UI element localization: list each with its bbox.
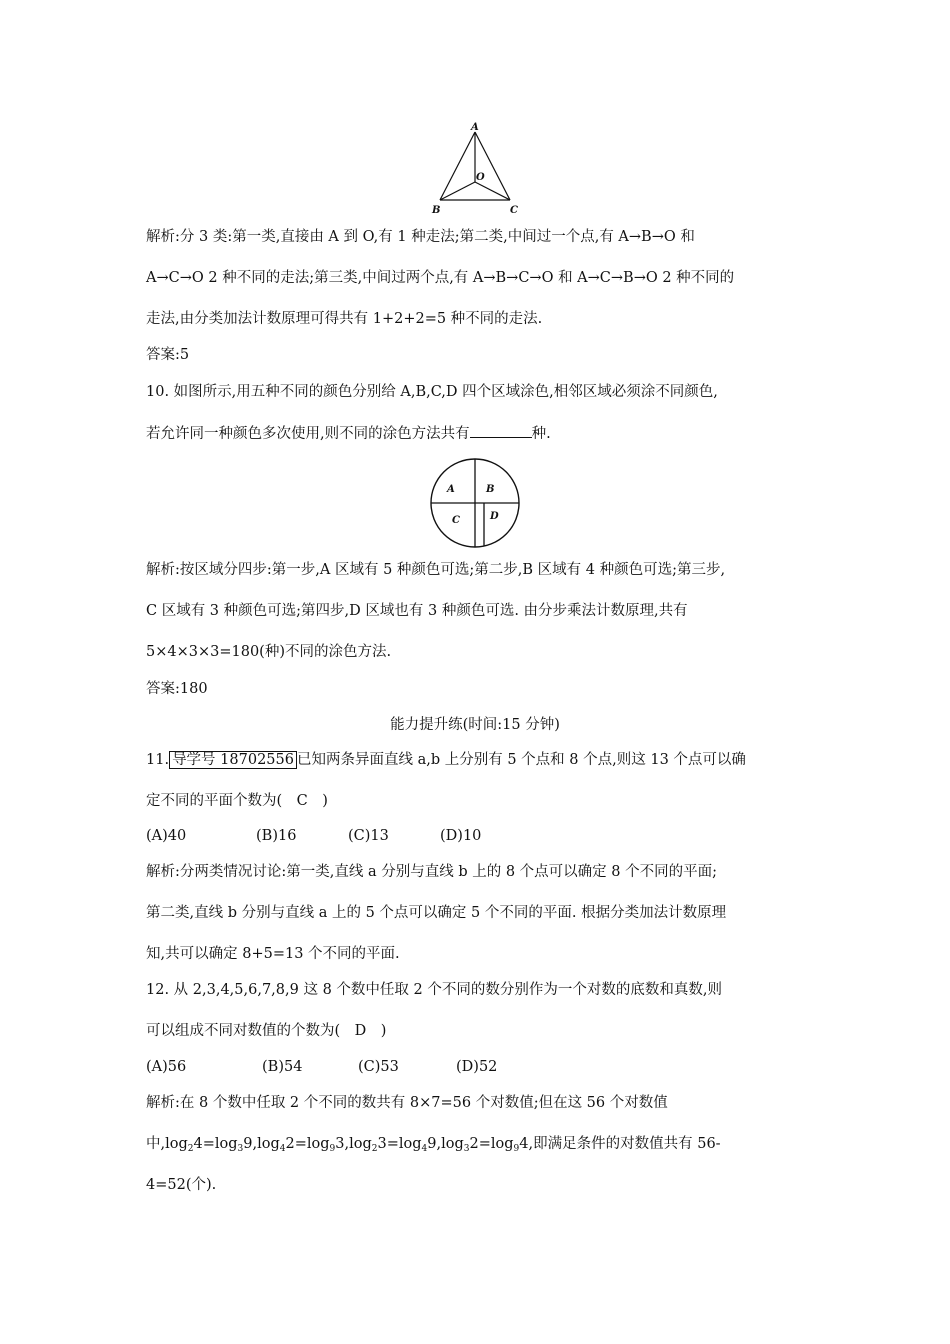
- region-b-label: B: [486, 484, 495, 495]
- region-c-label: C: [452, 515, 460, 526]
- answer-9: 答案:5: [146, 347, 190, 363]
- solution-11-line-3: 知,共可以确定 8+5=13 个不同的平面.: [146, 946, 400, 962]
- option-a: (A)40: [146, 828, 187, 844]
- option-c: (C)53: [358, 1059, 399, 1075]
- question-12-line-2: 可以组成不同对数值的个数为( D ): [146, 1023, 387, 1039]
- answer-blank: [470, 423, 532, 438]
- solution-10-line-1: 解析:按区域分四步:第一步,A 区域有 5 种颜色可选;第二步,B 区域有 4 种颜色可选;第三步,: [146, 562, 726, 578]
- label-c: C: [510, 205, 518, 216]
- triangle-figure: [428, 120, 528, 220]
- question-11-number: 11.: [146, 752, 170, 768]
- solution-10-line-2: C 区域有 3 种颜色可选;第四步,D 区域也有 3 种颜色可选. 由分步乘法计数原理,共有: [146, 603, 688, 619]
- question-12-options: [146, 1057, 497, 1077]
- question-10-line-1: 10. 如图所示,用五种不同的颜色分别给 A,B,C,D 四个区域涂色,相邻区域必须涂不同颜色,: [146, 384, 718, 400]
- label-b: B: [432, 205, 441, 216]
- solution-9-line-2: A→C→O 2 种不同的走法;第三类,中间过两个点,有 A→B→C→O 和 A→C→B→O 2 种不同的: [146, 270, 735, 286]
- question-10-text: 若允许同一种颜色多次使用,则不同的涂色方法共有: [146, 426, 470, 442]
- option-b: (B)54: [262, 1059, 303, 1075]
- option-d: (D)52: [456, 1059, 498, 1075]
- option-a: (A)56: [146, 1059, 187, 1075]
- question-11-line-2: 定不同的平面个数为( C ): [146, 793, 328, 809]
- option-b: (B)16: [256, 828, 297, 844]
- section-title: 能力提升练(时间:15 分钟): [390, 717, 560, 733]
- option-d: (D)10: [440, 828, 482, 844]
- solution-11-line-1: 解析:分两类情况讨论:第一类,直线 a 分别与直线 b 上的 8 个点可以确定 8 个不同的平面;: [146, 864, 718, 880]
- solution-12-line-1: 解析:在 8 个数中任取 2 个不同的数共有 8×7=56 个对数值;但在这 56 个对数值: [146, 1095, 668, 1111]
- guide-tag: 导学号 18702556: [169, 751, 297, 769]
- label-a: A: [471, 122, 479, 133]
- solution-12-line-3: 4=52(个).: [146, 1177, 217, 1193]
- solution-12-prefix: 中,: [146, 1136, 166, 1152]
- log-equation-3: $\log_23=\log_49$,: [349, 1136, 442, 1154]
- triangle-edge-ac: [475, 132, 510, 200]
- question-11-line-1: [146, 750, 746, 770]
- question-11-text: 已知两条异面直线 a,b 上分别有 5 个点和 8 个点,则这 13 个点可以确: [296, 752, 746, 768]
- solution-10-line-3: 5×4×3×3=180(种)不同的涂色方法.: [146, 644, 392, 660]
- question-10-unit: 种.: [531, 426, 551, 442]
- log-equation-4: $\log_32=\log_94$,: [441, 1136, 534, 1154]
- question-10-line-2: [146, 423, 551, 444]
- solution-12-suffix: 即满足条件的对数值共有 56-: [533, 1136, 721, 1152]
- question-11-options: [146, 826, 481, 846]
- solution-12-line-2: [146, 1134, 721, 1159]
- solution-9-line-1: 解析:分 3 类:第一类,直接由 A 到 O,有 1 种走法;第二类,中间过一个点,有 A→B→O 和: [146, 229, 695, 245]
- question-12-line-1: 12. 从 2,3,4,5,6,7,8,9 这 8 个数中任取 2 个不同的数分别作为一个对数的底数和真数,则: [146, 982, 722, 998]
- region-a-label: A: [447, 484, 455, 495]
- solution-9-line-3: 走法,由分类加法计数原理可得共有 1+2+2=5 种不同的走法.: [146, 311, 543, 327]
- log-equation-2: $\log_42=\log_93$,: [257, 1136, 350, 1154]
- circle-figure: [428, 456, 522, 550]
- label-o: O: [476, 172, 485, 183]
- solution-11-line-2: 第二类,直线 b 分别与直线 a 上的 5 个点可以确定 5 个不同的平面. 根据分类加法计数原理: [146, 905, 727, 921]
- option-c: (C)13: [348, 828, 389, 844]
- log-equation-1: $\log_24=\log_39$,: [165, 1136, 258, 1154]
- answer-10: 答案:180: [146, 681, 208, 697]
- triangle-edge-ab: [440, 132, 475, 200]
- region-d-label: D: [490, 511, 499, 522]
